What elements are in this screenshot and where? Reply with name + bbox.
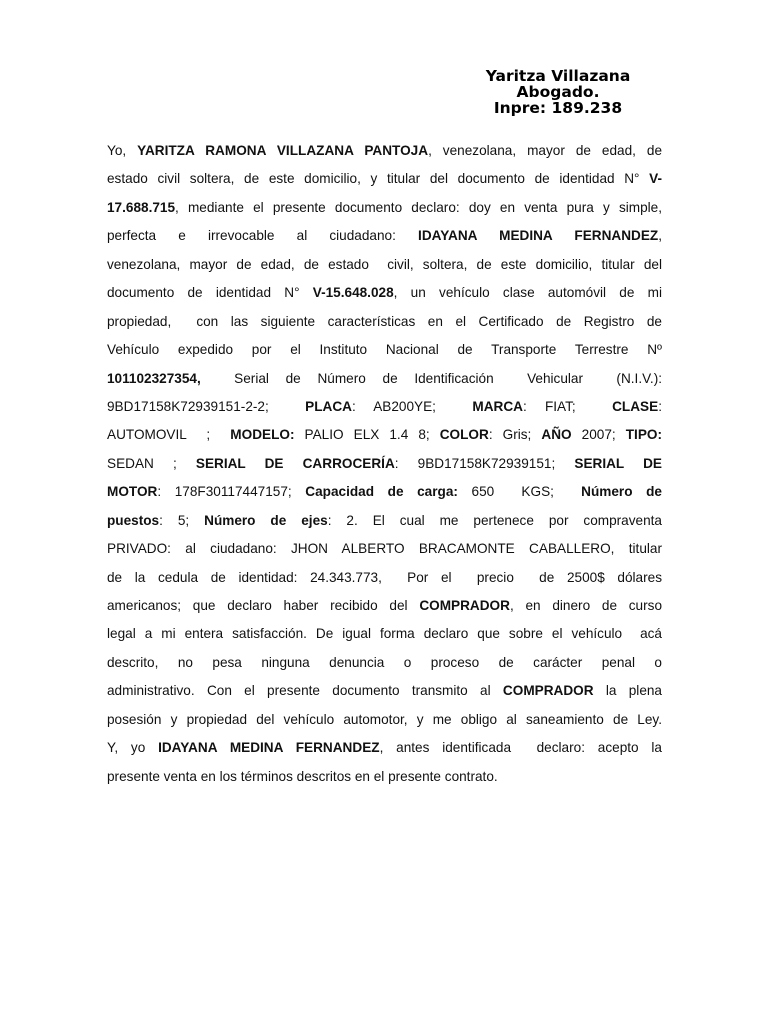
- text-line: [107, 478, 662, 506]
- text-run: administrativo. Con el presente documento transmito al: [107, 683, 503, 699]
- text-run: americanos; que declaro haber recibido del: [107, 598, 420, 613]
- bold-text-run: SERIAL DE: [574, 455, 662, 471]
- bold-text-run: MARCA: [472, 398, 523, 414]
- text-line: [107, 251, 662, 279]
- bold-text-run: IDAYANA MEDINA FERNANDEZ: [418, 228, 659, 244]
- text-run: PRIVADO: al ciudadano: JHON ALBERTO BRACAMONTE CABALLERO, titular: [107, 541, 662, 557]
- text-run: la plena: [593, 683, 662, 699]
- bold-text-run: SERIAL DE CARROCERÍA: [195, 455, 395, 471]
- text-run: : 178F30117447157;: [157, 484, 306, 500]
- text-line: [107, 336, 662, 364]
- bold-text-run: 101102327354,: [107, 370, 201, 386]
- text-run: : FIAT;: [522, 398, 613, 414]
- contract-body: [107, 137, 662, 791]
- text-line: [107, 450, 662, 478]
- text-run: legal a mi entera satisfacción. De igual forma declaro que sobre el vehículo acá: [107, 626, 662, 642]
- text-run: : AB200YE;: [352, 398, 473, 414]
- bold-text-run: Capacidad de carga:: [305, 484, 458, 500]
- bold-text-run: puestos: [107, 512, 160, 528]
- text-line: [107, 365, 662, 393]
- bold-text-run: MODELO:: [230, 427, 295, 443]
- bold-text-run: V-: [649, 171, 662, 187]
- text-run: descrito, no pesa ninguna denuncia o proceso de carácter penal o: [107, 654, 662, 670]
- bold-text-run: PLACA: [305, 398, 352, 414]
- bold-text-run: COMPRADOR: [419, 598, 510, 613]
- text-line: [107, 763, 662, 791]
- text-line: [107, 421, 662, 449]
- bold-text-run: COLOR: [439, 427, 489, 443]
- text-run: : 9BD17158K72939151;: [394, 455, 575, 471]
- text-run: , en dinero de curso: [509, 598, 663, 613]
- text-run: venezolana, mayor de edad, de estado civil, soltera, de este domicilio, titular del: [107, 256, 662, 272]
- bold-text-run: YARITZA RAMONA VILLAZANA PANTOJA: [137, 143, 429, 158]
- text-line: [107, 649, 662, 677]
- lawyer-title: Abogado.: [516, 83, 600, 101]
- text-line: [107, 137, 662, 165]
- text-run: de la cedula de identidad: 24.343.773, Por el precio de 2500$ dólares: [107, 569, 662, 585]
- text-line: [107, 507, 662, 535]
- bold-text-run: TIPO:: [625, 427, 662, 443]
- text-run: Yo,: [107, 143, 138, 158]
- text-run: AUTOMOVIL ;: [107, 427, 231, 443]
- bold-text-run: 17.688.715: [107, 199, 176, 215]
- text-run: posesión y propiedad del vehículo automotor, y me obligo al saneamiento de Ley.: [107, 711, 662, 727]
- text-run: perfecta e irrevocable al ciudadano:: [107, 228, 419, 244]
- text-line: [107, 222, 662, 250]
- text-line: [107, 706, 662, 734]
- text-line: [107, 535, 662, 563]
- bold-text-run: CLASE: [612, 398, 659, 414]
- text-run: Serial de Número de Identificación Vehicular (N.I.V.):: [200, 370, 662, 386]
- bold-text-run: Número de: [581, 484, 662, 500]
- text-line: [107, 592, 662, 620]
- text-line: [107, 393, 662, 421]
- bold-text-run: AÑO: [541, 427, 572, 443]
- text-run: , antes identificada declaro: acepto la: [379, 740, 662, 756]
- text-run: estado civil soltera, de este domicilio, y titular del documento de identidad N°: [107, 171, 650, 187]
- text-run: PALIO ELX 1.4 8;: [294, 427, 440, 443]
- text-run: : 5;: [159, 512, 205, 528]
- text-line: [107, 677, 662, 705]
- text-run: , venezolana, mayor de edad, de: [428, 143, 663, 158]
- text-run: presente venta en los términos descritos en el presente contrato.: [107, 768, 498, 784]
- text-run: , mediante el presente documento declaro: doy en venta pura y simple,: [175, 199, 662, 215]
- bold-text-run: IDAYANA MEDINA FERNANDEZ: [158, 740, 380, 756]
- text-run: 2007;: [571, 427, 626, 443]
- text-run: SEDAN ;: [107, 455, 196, 471]
- bold-text-run: COMPRADOR: [502, 683, 594, 699]
- text-line: [107, 620, 662, 648]
- text-line: [107, 194, 662, 222]
- text-line: [107, 564, 662, 592]
- bold-text-run: V-15.648.028: [312, 285, 394, 301]
- text-run: propiedad, con las siguiente características en el Certificado de Registro de: [107, 313, 662, 329]
- letterhead: [458, 68, 658, 116]
- text-run: : Gris;: [488, 427, 542, 443]
- text-line: [107, 279, 662, 307]
- bold-text-run: MOTOR: [107, 484, 158, 500]
- text-run: documento de identidad N°: [107, 285, 313, 301]
- bold-text-run: Número de ejes: [204, 512, 328, 528]
- text-line: [107, 165, 662, 193]
- text-line: [107, 308, 662, 336]
- text-run: , un vehículo clase automóvil de mi: [393, 285, 662, 301]
- text-run: 650 KGS;: [457, 484, 582, 500]
- text-run: :: [658, 398, 662, 414]
- inpre-number: Inpre: 189.238: [493, 99, 623, 117]
- text-run: 9BD17158K72939151-2-2;: [107, 398, 306, 414]
- text-run: Vehículo expedido por el Instituto Nacional de Transporte Terrestre Nº: [107, 342, 662, 358]
- text-run: : 2. El cual me pertenece por compraventa: [327, 512, 662, 528]
- lawyer-name: Yaritza Villazana: [485, 67, 631, 85]
- text-run: Y, yo: [107, 740, 159, 756]
- text-line: [107, 734, 662, 762]
- text-run: ,: [658, 228, 663, 244]
